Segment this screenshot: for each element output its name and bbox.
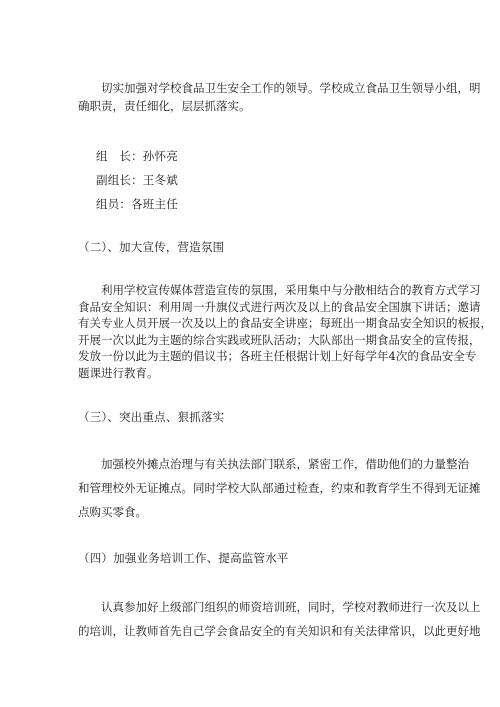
paragraph-publicity <box>78 282 492 382</box>
paragraph-line: 的培训，让教师首先自己学会食品安全的有关知识和有关法律常识，以此更好地 <box>78 624 481 638</box>
paragraph-line: 加强校外摊点治理与有关执法部门联系，紧密工作，借助他们的力量整治 <box>101 457 469 471</box>
section-heading-training: （四）加强业务培训工作、提高监管水平 <box>78 551 289 565</box>
paragraph-line: 发放一份以此为主题的倡议书；各班主任根据计划上好每学年4次的食品安全专 <box>78 349 477 364</box>
paragraph-line: 开展一次以此为主题的综合实践或班队活动；大队部出一期食品安全的宣传报， <box>78 332 481 347</box>
paragraph-line: 有关专业人员开展一次及以上的食品安全讲座；每班出一期食品安全知识的板报， <box>78 316 492 331</box>
paragraph-training <box>78 595 481 643</box>
paragraph-line: 和管理校外无证摊点。同时学校大队部通过检查，约束和教育学生不得到无证摊 <box>78 481 481 495</box>
members-line: 组员：各班主任 <box>96 197 178 211</box>
paragraph-leadership <box>78 79 481 115</box>
section-heading-publicity: （二）、加大宣传，营造氛围 <box>78 240 225 254</box>
paragraph-line: 食品安全知识：利用周一升旗仪式进行两次及以上的食品安全国旗下讲话；邀请 <box>78 299 481 314</box>
paragraph-line: 利用学校宣传媒体营造宣传的氛围，采用集中与分散相结合的教育方式学习 <box>101 283 481 297</box>
team-leader-line: 组 长：孙怀亮 <box>96 149 178 163</box>
section-heading-focus: （三）、突出重点、狠抓落实 <box>78 410 225 424</box>
paragraph-line: 认真参加好上级部门组织的师资培训班，同时，学校对教师进行一次及以上 <box>101 600 481 614</box>
vice-leader-line: 副组长：王冬斌 <box>96 173 178 187</box>
paragraph-vendor-control <box>78 452 481 524</box>
paragraph-line: 题课进行教育。 <box>78 365 159 380</box>
paragraph-line: 切实加强对学校食品卫生安全工作的领导。学校成立食品卫生领导小组，明 <box>101 81 481 95</box>
paragraph-line: 确职责，责任细化，层层抓落实。 <box>78 99 251 113</box>
paragraph-line: 点购买零食。 <box>78 505 147 519</box>
